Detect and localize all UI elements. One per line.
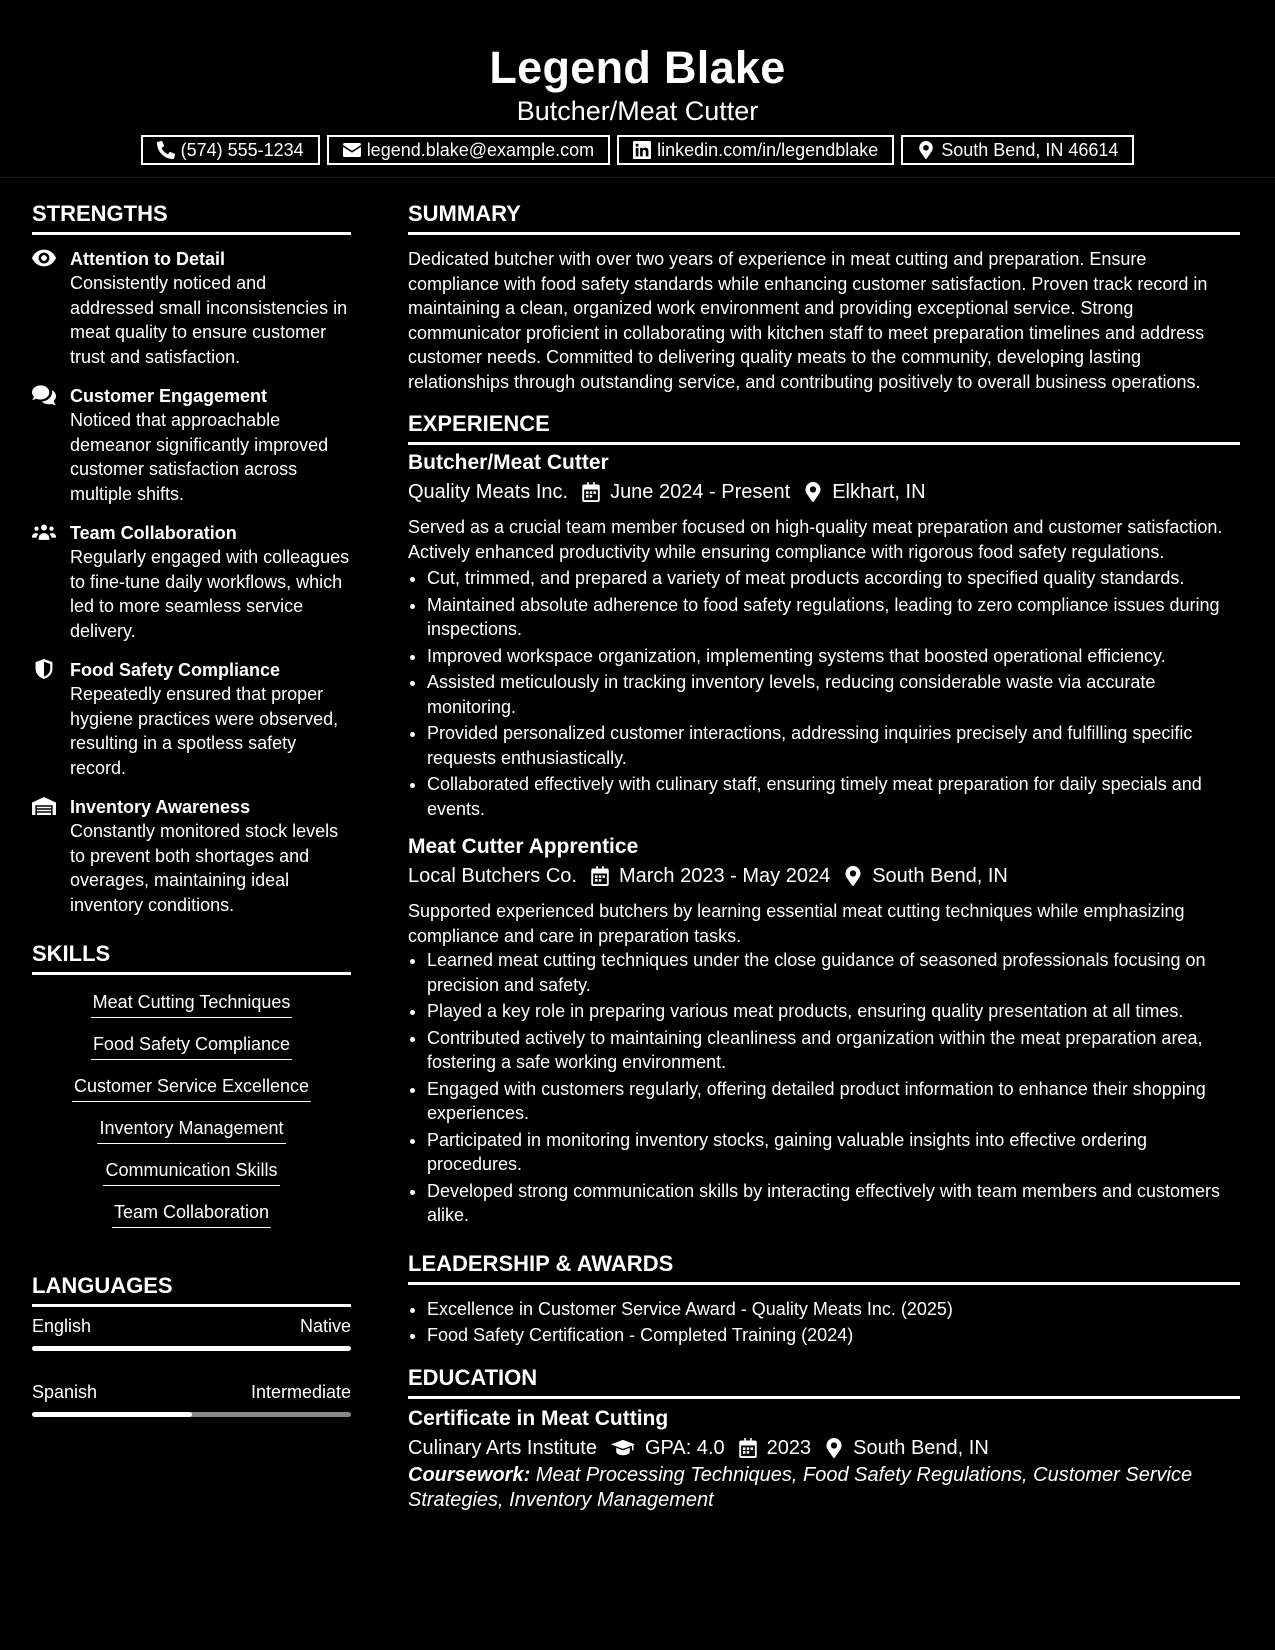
resume-header <box>0 0 1275 178</box>
job-dates: June 2024 - Present <box>610 481 791 503</box>
job-company: Quality Meats Inc. <box>408 481 569 503</box>
phone-icon <box>157 141 175 159</box>
language-name: English <box>32 1316 92 1336</box>
contact-phone-text: (574) 555-1234 <box>180 139 304 160</box>
strength-desc: Repeatedly ensured that proper hygiene practices were observed, resulting in a spotless safety record. <box>70 684 339 778</box>
job-bullet: • Cut, trimmed, and prepared a variety of meat products according to specified quality standards. <box>427 566 1240 591</box>
linkedin-icon <box>633 141 651 159</box>
contact-bar <box>0 135 1275 165</box>
contact-location[interactable] <box>901 135 1134 165</box>
strength-title: Customer Engagement <box>70 386 268 406</box>
skill-tag: Team Collaboration <box>112 1201 271 1228</box>
skills-heading: SKILLS <box>32 940 351 975</box>
language-proficiency-bar <box>32 1412 351 1417</box>
education-meta <box>408 1433 1240 1463</box>
strength-desc: Noticed that approachable demeanor significantly improved customer satisfaction across multiple shifts. <box>70 410 329 504</box>
contact-location-text: South Bend, IN 46614 <box>941 139 1119 160</box>
strength-item <box>32 247 351 369</box>
contact-email-text: legend.blake@example.com <box>366 139 595 160</box>
job-bullet: • Played a key role in preparing various meat products, ensuring quality presentation at all times. <box>427 999 1240 1024</box>
job-bullet: • Maintained absolute adherence to food safety regulations, leading to zero compliance issues during inspections. <box>427 593 1240 642</box>
job-bullets <box>408 948 1240 1228</box>
strength-title: Team Collaboration <box>70 523 237 543</box>
strength-title: Attention to Detail <box>70 249 225 269</box>
coursework-text: Meat Processing Techniques, Food Safety Regulations, Customer Service Strategies, Inventory Management <box>408 1463 1193 1511</box>
education-school: Culinary Arts Institute <box>408 1436 597 1459</box>
language-proficiency-fill <box>32 1412 192 1417</box>
warehouse-icon <box>32 796 56 816</box>
strength-desc: Consistently noticed and addressed small inconsistencies in meat quality to ensure customer trust and satisfaction. <box>70 273 348 367</box>
job-bullet: • Assisted meticulously in tracking inventory levels, reducing considerable waste via accurate monitoring. <box>427 670 1240 719</box>
candidate-title: Butcher/Meat Cutter <box>516 96 759 126</box>
job-location: Elkhart, IN <box>832 481 926 503</box>
candidate-name: Legend Blake <box>489 42 786 93</box>
summary-heading: SUMMARY <box>408 200 1240 235</box>
skill-tag: Food Safety Compliance <box>91 1033 292 1060</box>
strengths-heading: STRENGTHS <box>32 200 351 235</box>
degree-title: Certificate in Meat Cutting <box>408 1406 669 1430</box>
job-bullet: • Engaged with customers regularly, offering detailed product information to enhance their shopping experiences. <box>427 1077 1240 1126</box>
languages-heading: LANGUAGES <box>32 1272 351 1307</box>
job-summary: Served as a crucial team member focused on high-quality meat preparation and customer satisfaction. Actively enhanced productivity while ensuring compliance with rigorous food safety regulations. <box>408 517 1223 562</box>
calendar-icon <box>591 866 609 886</box>
job-bullet: • Provided personalized customer interactions, addressing inquiries precisely and fulfilling specific requests enthusiastically. <box>427 721 1240 770</box>
language-level: Intermediate <box>250 1382 351 1402</box>
contact-linkedin[interactable] <box>617 135 894 165</box>
language-name: Spanish <box>32 1382 98 1402</box>
coursework <box>408 1463 1240 1513</box>
job-bullet: • Developed strong communication skills by interacting effectively with team members and customers alike. <box>427 1179 1240 1228</box>
map-pin-icon <box>917 141 935 159</box>
envelope-icon <box>343 141 361 159</box>
language-item <box>32 1381 351 1417</box>
job-title: Butcher/Meat Cutter <box>408 451 609 474</box>
skill-tag: Communication Skills <box>103 1159 279 1186</box>
award-item: • Excellence in Customer Service Award - Quality Meats Inc. (2025) <box>427 1297 1240 1322</box>
education-year: 2023 <box>766 1436 812 1459</box>
strength-desc: Constantly monitored stock levels to prevent both shortages and overages, maintaining ideal inventory conditions. <box>70 821 339 915</box>
job-meta <box>408 477 1240 507</box>
job-dates: March 2023 - May 2024 <box>618 865 831 887</box>
graduation-cap-icon <box>611 1438 635 1458</box>
users-icon <box>32 522 56 542</box>
job-bullet: • Improved workspace organization, implementing systems that boosted operational efficiency. <box>427 644 1240 669</box>
map-pin-icon <box>825 1438 843 1458</box>
map-pin-icon <box>804 482 822 502</box>
awards-heading: LEADERSHIP & AWARDS <box>408 1250 1240 1285</box>
skill-tag: Customer Service Excellence <box>72 1075 311 1102</box>
job-summary: Supported experienced butchers by learning essential meat cutting techniques while emphasizing compliance and care in preparation tasks. <box>408 901 1185 946</box>
job-entry <box>408 449 1240 821</box>
awards-list <box>408 1297 1240 1348</box>
job-bullet: • Learned meat cutting techniques under the close guidance of seasoned professionals focusing on precision and safety. <box>427 948 1240 997</box>
calendar-icon <box>739 1438 757 1458</box>
contact-phone[interactable] <box>141 135 320 165</box>
strength-title: Inventory Awareness <box>70 797 251 817</box>
coursework-label: Coursework: <box>408 1463 531 1486</box>
left-column <box>32 200 351 1447</box>
strength-desc: Regularly engaged with colleagues to fine-tune daily workflows, which led to more seamless service delivery. <box>70 547 350 641</box>
strength-item <box>32 521 351 643</box>
skill-tag: Inventory Management <box>97 1117 285 1144</box>
education-heading: EDUCATION <box>408 1364 1240 1399</box>
map-pin-icon <box>844 866 862 886</box>
job-bullets <box>408 566 1240 821</box>
job-meta <box>408 861 1240 891</box>
strength-title: Food Safety Compliance <box>70 660 281 680</box>
job-bullet: • Contributed actively to maintaining cleanliness and organization within the meat preparation area, fostering a safe working environment. <box>427 1026 1240 1075</box>
education-location: South Bend, IN <box>853 1436 989 1459</box>
calendar-icon <box>582 482 600 502</box>
language-item <box>32 1315 351 1351</box>
job-company: Local Butchers Co. <box>408 865 577 887</box>
experience-heading: EXPERIENCE <box>408 410 1240 445</box>
comments-icon <box>32 385 56 405</box>
shield-icon <box>32 659 56 679</box>
job-location: South Bend, IN <box>872 865 1008 887</box>
strength-item <box>32 795 351 917</box>
summary-text: Dedicated butcher with over two years of experience in meat cutting and preparation. Ensure compliance with food safety standards while enhancing customer satisfaction. Proven track record in maintaining a clean, organized work environment and providing exceptional service. Strong communicator proficient in collaborating with kitchen staff to meet preparation timelines and address customer needs. Committed to delivering quality meats to the community, developing lasting relationships through outstanding service, and contributing positively to overall business operations. <box>408 249 1208 392</box>
education-gpa: GPA: 4.0 <box>644 1436 725 1459</box>
job-title: Meat Cutter Apprentice <box>408 835 639 858</box>
strength-item <box>32 384 351 506</box>
contact-email[interactable] <box>327 135 610 165</box>
job-entry <box>408 833 1240 1228</box>
eye-icon <box>32 248 56 268</box>
contact-linkedin-text: linkedin.com/in/legendblake <box>657 139 879 160</box>
language-proficiency-bar <box>32 1346 351 1351</box>
language-level: Native <box>299 1316 351 1336</box>
strength-item <box>32 658 351 780</box>
right-column <box>408 200 1240 1513</box>
job-bullet: • Collaborated effectively with culinary staff, ensuring timely meat preparation for daily specials and events. <box>427 772 1240 821</box>
language-proficiency-fill <box>32 1346 351 1351</box>
job-bullet: • Participated in monitoring inventory stocks, gaining valuable insights into effective ordering procedures. <box>427 1128 1240 1177</box>
award-item: • Food Safety Certification - Completed Training (2024) <box>427 1323 1240 1348</box>
skills-list <box>32 991 351 1228</box>
skill-tag: Meat Cutting Techniques <box>91 991 293 1018</box>
